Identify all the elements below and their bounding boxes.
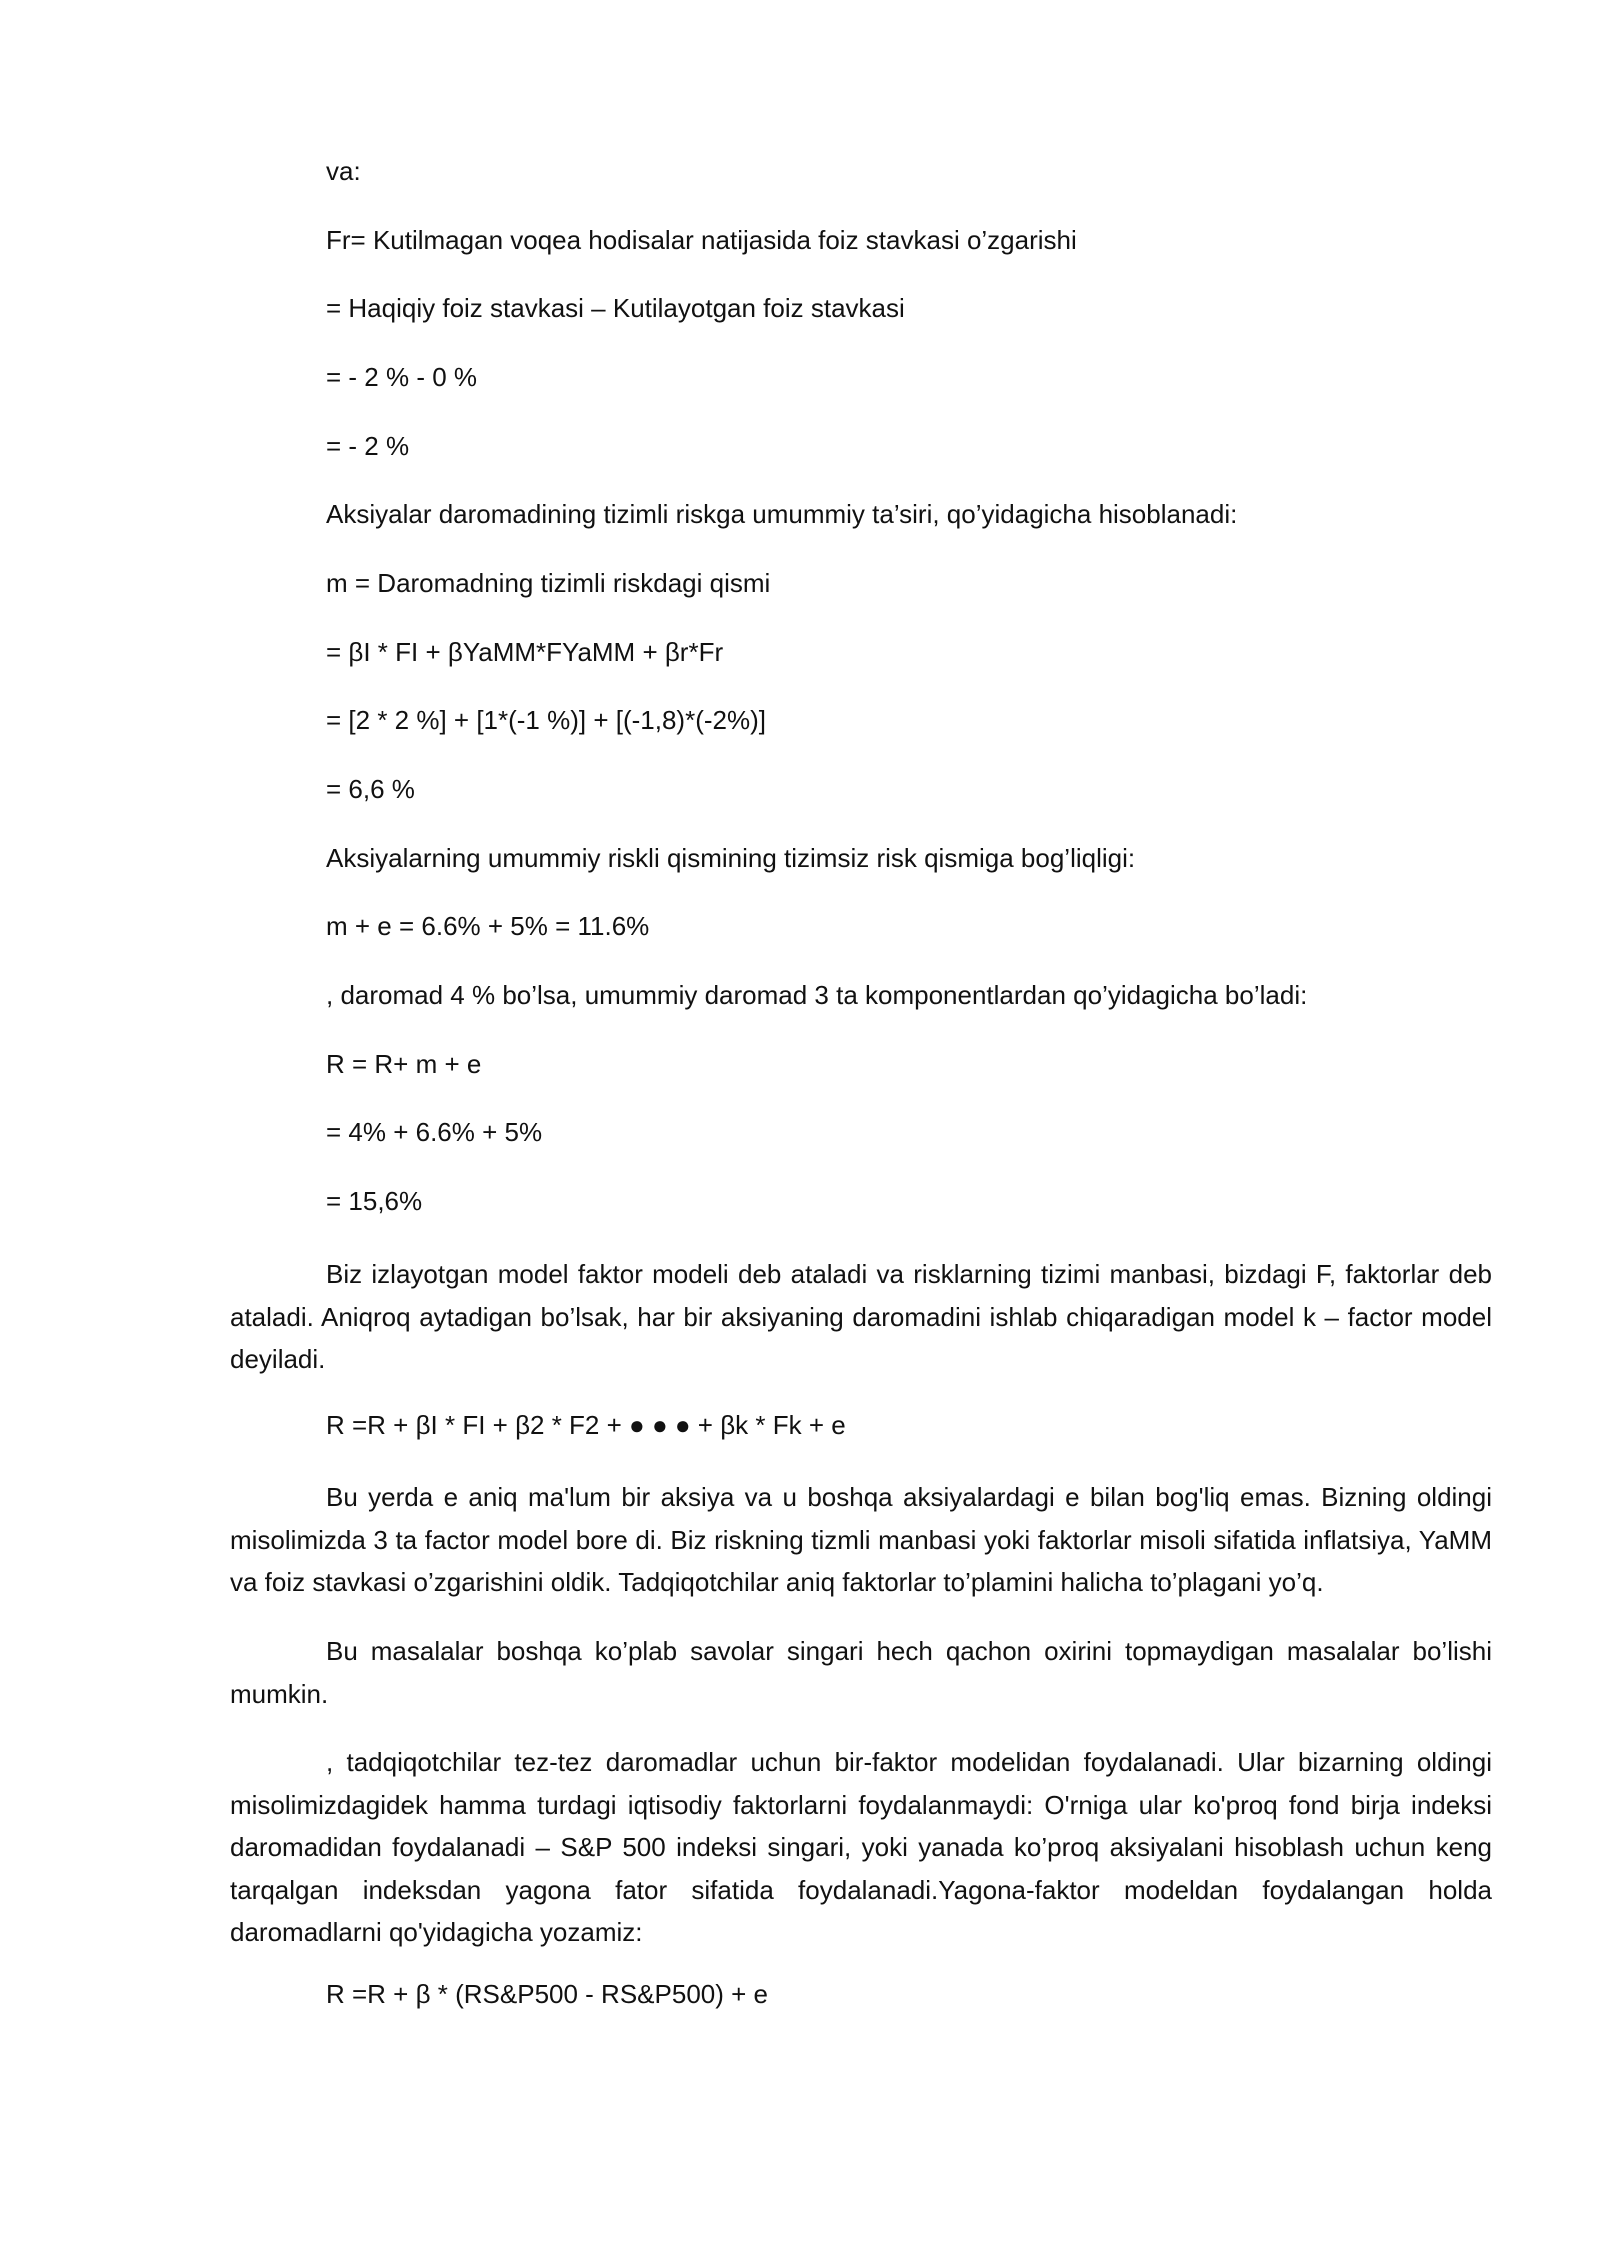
text-line-va: va:	[326, 156, 361, 186]
text-line-m-definition: m = Daromadning tizimli riskdagi qismi	[326, 568, 771, 598]
text-line-fr-formula: = Haqiqiy foiz stavkasi – Kutilayotgan foiz stavkasi	[326, 293, 905, 323]
text-line-r-substitution: = 4% + 6.6% + 5%	[326, 1117, 543, 1147]
paragraph-factor-model: Biz izlayotgan model faktor modeli deb ataladi va risklarning tizimi manbasi, bizdagi F, faktorlar deb ataladi. Aniqroq aytadigan bo’lsak, har bir aksiyaning daromadini ishlab chiqaradigan model k – factor model deyiladi.	[230, 1259, 1492, 1374]
text-line-r-formula: R = R+ m + e	[326, 1049, 482, 1079]
text-line-total-return-intro: , daromad 4 % bo’lsa, umummiy daromad 3 ta komponentlardan qo’yidagicha bo’ladi:	[326, 980, 1308, 1010]
text-line-r-result: = 15,6%	[326, 1186, 423, 1216]
text-line-systematic-risk-intro: Aksiyalar daromadining tizimli riskga umummiy ta’siri, qo’yidagicha hisoblanadi:	[326, 499, 1238, 529]
text-line-m-formula: = βI * FI + βYaMM*FYaMM + βr*Fr	[326, 637, 724, 667]
text-line-m-result: = 6,6 %	[326, 774, 415, 804]
text-line-m-substitution: = [2 * 2 %] + [1*(-1 %)] + [(-1,8)*(-2%)]	[326, 705, 766, 735]
text-line-unsystematic-intro: Aksiyalarning umummiy riskli qismining tizimsiz risk qismiga bog’liqligi:	[326, 843, 1136, 873]
text-line-m-plus-e: m + e = 6.6% + 5% = 11.6%	[326, 911, 650, 941]
paragraph-open-questions: Bu masalalar boshqa ko’plab savolar singari hech qachon oxirini topmaydigan masalalar bo’lishi mumkin.	[230, 1636, 1492, 1709]
text-line-fr-definition: Fr= Kutilmagan voqea hodisalar natijasida foiz stavkasi o’zgarishi	[326, 225, 1077, 255]
paragraph-single-factor-model: , tadqiqotchilar tez-tez daromadlar uchun bir-faktor modelidan foydalanadi. Ular bizarning oldingi misolimizdagidek hamma turdagi iqtisodiy faktorlarni foydalanmaydi: O'rniga ular ko'proq fond birja indeksi daromadidan foydalanadi – S&P 500 indeksi singari, yoki yanada ko’proq aksiyalani hisoblash uchun keng tarqalgan indeksdan yagona fator sifatida foydalanadi.Yagona-faktor modeldan foydalangan holda daromadlarni qo'yidagicha yozamiz:	[230, 1747, 1492, 1947]
text-line-fr-result: = - 2 %	[326, 431, 410, 461]
formula-single-factor-model: R =R + β * (RS&P500 - RS&P500) + e	[326, 1979, 768, 2009]
formula-k-factor-model: R =R + βI * FI + β2 * F2 + ● ● ● + βk * Fk + e	[326, 1410, 846, 1440]
paragraph-three-factor-example: Bu yerda e aniq ma'lum bir aksiya va u boshqa aksiyalardagi e bilan bog'liq emas. Bizning oldingi misolimizda 3 ta factor model bore di. Biz riskning tizmli manbasi yoki faktorlar misoli sifatida inflatsiya, YaMM va foiz stavkasi o’zgarishini oldik. Tadqiqotchilar aniq faktorlar to’plamini halicha to’plagani yo’q.	[230, 1482, 1492, 1597]
text-line-fr-substitution: = - 2 % - 0 %	[326, 362, 477, 392]
